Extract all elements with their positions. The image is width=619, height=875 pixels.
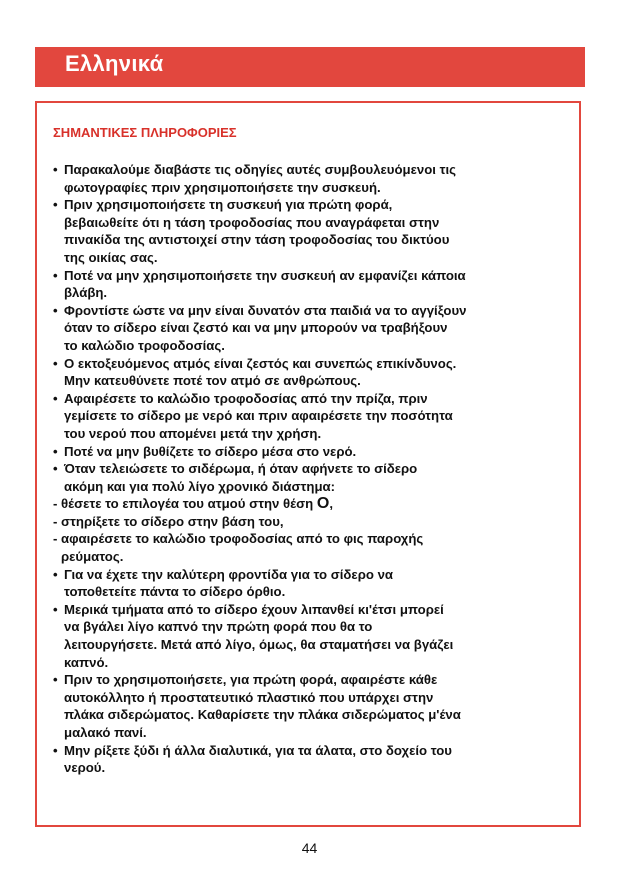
list-item — [53, 671, 579, 741]
list-item-line: καπνό. — [64, 654, 109, 670]
list-item-line: όταν το σίδερο είναι ζεστό και να μην μπορούν να τραβήξουν — [64, 320, 448, 336]
page-number: 44 — [301, 840, 318, 856]
list-item-line: Μην κατευθύνετε ποτέ τον ατμό σε ανθρώπους. — [64, 373, 361, 389]
list-item-line: τοποθετείτε πάντα το σίδερο όρθιο. — [64, 584, 286, 600]
dash-marker: - — [53, 531, 58, 547]
list-item-line: νερού. — [64, 760, 106, 776]
steam-off-symbol: O — [316, 495, 330, 513]
list-item-line: Μερικά τμήματα από το σίδερο έχουν λιπανθεί κι'έτσι μπορεί — [64, 601, 444, 617]
list-item-line: Φροντίστε ώστε να μην είναι δυνατόν στα παιδιά να το αγγίξουν — [64, 302, 467, 318]
list-item-line: ακόμη και για πολύ λίγο χρονικό διάστημα: — [64, 478, 336, 494]
list-item-line: Πριν χρησιμοποιήσετε τη συσκευή για πρώτη φορά, — [64, 197, 393, 213]
bullet-icon: • — [53, 162, 58, 177]
list-item — [53, 742, 579, 777]
bullet-icon: • — [53, 355, 58, 371]
list-item — [53, 355, 579, 390]
dash-marker: - — [53, 513, 58, 529]
list-item-line: Όταν τελειώσετε το σιδέρωμα, ή όταν αφήνετε το σίδερο — [64, 461, 418, 477]
list-item-line: πλάκα σιδερώματος. Καθαρίσετε την πλάκα σιδερώματος μ'ένα — [64, 707, 461, 723]
symbol-suffix: , — [329, 496, 333, 512]
bullet-icon: • — [53, 390, 58, 406]
list-item-line: θέσετε το επιλογέα του ατμού στην θέση O, — [61, 495, 333, 513]
list-item-line: το καλώδιο τροφοδοσίας. — [64, 337, 225, 353]
language-header-bar — [35, 47, 585, 87]
bullet-icon: • — [53, 197, 58, 213]
sub-list-item — [53, 530, 579, 565]
list-item-line: της οικίας σας. — [64, 249, 158, 265]
list-item-line: γεμίσετε το σίδερο με νερό και πριν αφαιρέσετε την ποσότητα — [64, 408, 453, 424]
instructions-list — [53, 161, 579, 777]
list-item-line: Πριν το χρησιμοποιήσετε, για πρώτη φορά, αφαιρέστε κάθε — [64, 672, 438, 688]
list-item-line: να βγάλει λίγο καπνό την πρώτη φορά που θα το — [64, 619, 373, 635]
list-item-line: Μην ρίξετε ξύδι ή άλλα διαλυτικά, για τα άλατα, στο δοχείο του — [64, 742, 452, 758]
sub-list-item — [53, 513, 579, 531]
list-item-line: πινακίδα της αντιστοιχεί στην τάση τροφοδοσίας του δικτύου — [64, 232, 450, 248]
list-item-line: αφαιρέσετε το καλώδιο τροφοδοσίας από το φις παροχής — [61, 531, 424, 547]
bullet-icon: • — [53, 742, 58, 758]
bullet-icon: • — [53, 566, 58, 582]
bullet-icon: • — [53, 672, 58, 688]
list-item-line: στηρίξετε το σίδερο στην βάση του, — [61, 513, 284, 529]
list-item-line: φωτογραφίες πριν χρησιμοποιήσετε την συσκευή. — [64, 179, 381, 195]
list-item-line: Ποτέ να μην χρησιμοποιήσετε την συσκευή αν εμφανίζει κάποια — [64, 267, 466, 283]
list-item-line: αυτοκόλλητο ή προστατευτικό πλαστικό που υπάρχει στην — [64, 689, 434, 705]
bullet-icon: • — [53, 601, 58, 617]
list-item — [53, 196, 579, 266]
list-item-line: βεβαιωθείτε ότι η τάση τροφοδοσίας που αναγράφεται στην — [64, 214, 440, 230]
bullet-icon: • — [53, 461, 58, 477]
important-information-box — [35, 101, 581, 827]
list-item — [53, 161, 579, 196]
language-title: Ελληνικά — [65, 51, 164, 76]
bullet-icon: • — [53, 302, 58, 318]
list-item-line: του νερού που απομένει μετά την χρήση. — [64, 425, 322, 441]
list-item-line: Αφαιρέσετε το καλώδιο τροφοδοσίας από την πρίζα, πριν — [64, 390, 428, 406]
section-title: ΣΗΜΑΝΤΙΚΕΣ ΠΛΗΡΟΦΟΡΙΕΣ — [53, 125, 237, 140]
list-item — [53, 601, 579, 671]
list-item — [53, 267, 579, 302]
list-item — [53, 390, 579, 443]
sub-list-item — [53, 495, 579, 513]
bullet-icon: • — [53, 267, 58, 283]
list-item-line: βλάβη. — [64, 285, 108, 301]
list-item-line: μαλακό πανί. — [64, 725, 147, 740]
bullet-icon: • — [53, 443, 58, 459]
list-item-line: Ο εκτοξευόμενος ατμός είναι ζεστός και συνεπώς επικίνδυνος. — [64, 355, 457, 371]
list-item-line: λειτουργήσετε. Μετά από λίγο, όμως, θα σταματήσει να βγάζει — [64, 637, 454, 653]
list-item — [53, 302, 579, 355]
list-item — [53, 460, 579, 495]
list-item — [53, 443, 579, 461]
list-item-line: Παρακαλούμε διαβάστε τις οδηγίες αυτές συμβουλευόμενοι τις — [64, 162, 456, 177]
dash-marker: - — [53, 496, 58, 512]
list-item-line: Για να έχετε την καλύτερη φροντίδα για το σίδερο να — [64, 566, 394, 582]
list-item-line: ρεύματος. — [61, 549, 124, 565]
list-item-line: Ποτέ να μην βυθίζετε το σίδερο μέσα στο νερό. — [64, 443, 357, 459]
list-item — [53, 566, 579, 601]
